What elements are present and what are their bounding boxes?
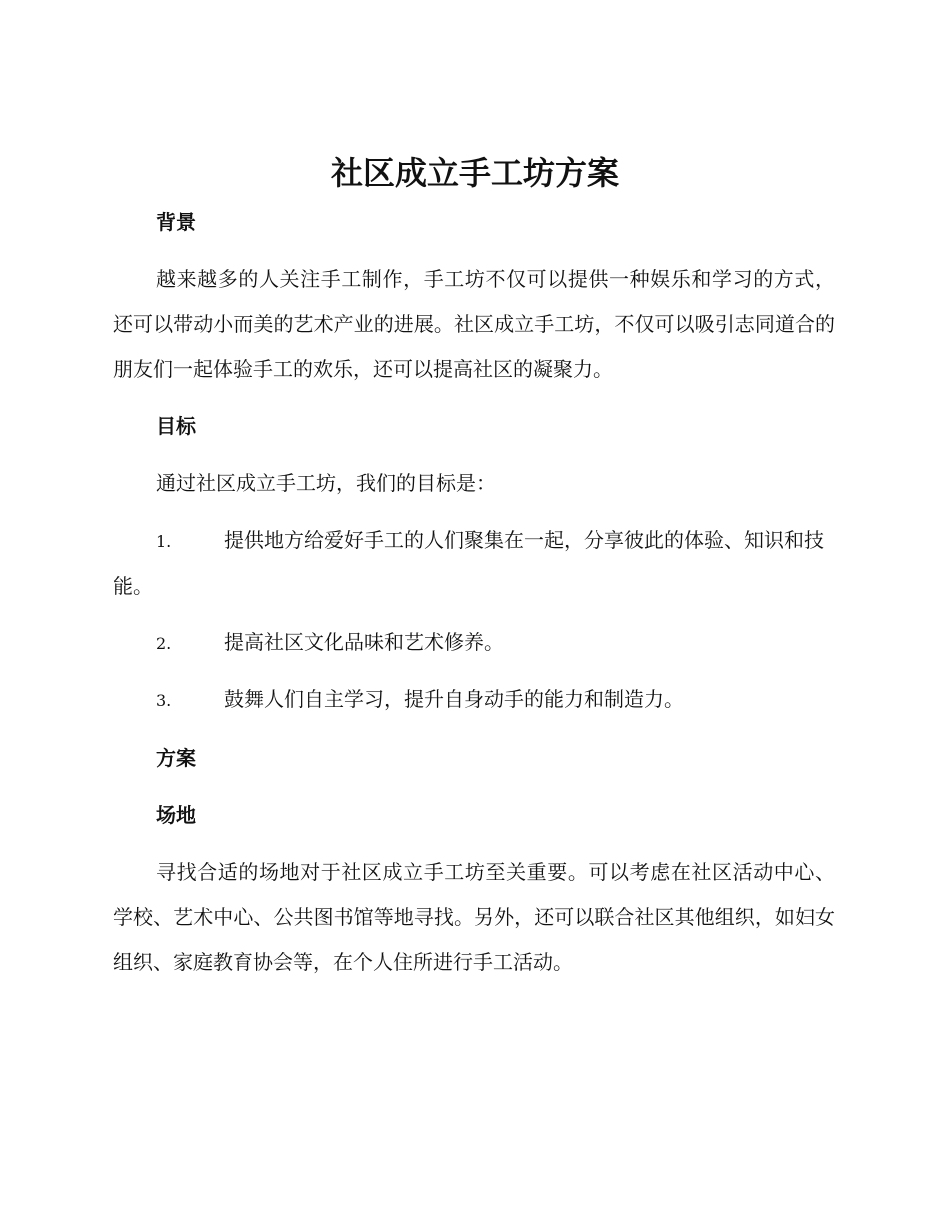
document-title: 社区成立手工坊方案 bbox=[330, 154, 619, 192]
venue-paragraph: 寻找合适的场地对于社区成立手工坊至关重要。可以考虑在社区活动中心、学校、艺术中心、公共图书馆等地寻找。另外，还可以联合社区其他组织，如妇女组织、家庭教育协会等，在个人住所进行手工活动。 bbox=[113, 860, 835, 974]
goal-text-1: 提供地方给爱好手工的人们聚集在一起，分享彼此的体验、知识和技能。 bbox=[113, 528, 824, 598]
goal-text-3: 鼓舞人们自主学习，提升自身动手的能力和制造力。 bbox=[224, 687, 684, 711]
goal-number-3: 3. bbox=[156, 691, 172, 710]
background-paragraph: 越来越多的人关注手工制作，手工坊不仅可以提供一种娱乐和学习的方式，还可以带动小而美的艺术产业的进展。社区成立手工坊，不仅可以吸引志同道合的朋友们一起体验手工的欢乐，还可以提高社区的凝聚力。 bbox=[113, 267, 835, 381]
goals-intro: 通过社区成立手工坊，我们的目标是： bbox=[156, 471, 496, 495]
section-heading-goals: 目标 bbox=[156, 414, 196, 438]
goal-item-1 bbox=[113, 518, 835, 609]
subsection-heading-venue: 场地 bbox=[156, 803, 196, 827]
goal-item-3 bbox=[113, 677, 835, 723]
goal-item-2 bbox=[113, 620, 835, 666]
goal-number-1: 1. bbox=[156, 532, 172, 551]
goal-number-2: 2. bbox=[156, 634, 172, 653]
section-heading-background: 背景 bbox=[156, 210, 196, 234]
goal-text-2: 提高社区文化品味和艺术修养。 bbox=[224, 630, 504, 654]
section-heading-plan: 方案 bbox=[156, 746, 196, 770]
